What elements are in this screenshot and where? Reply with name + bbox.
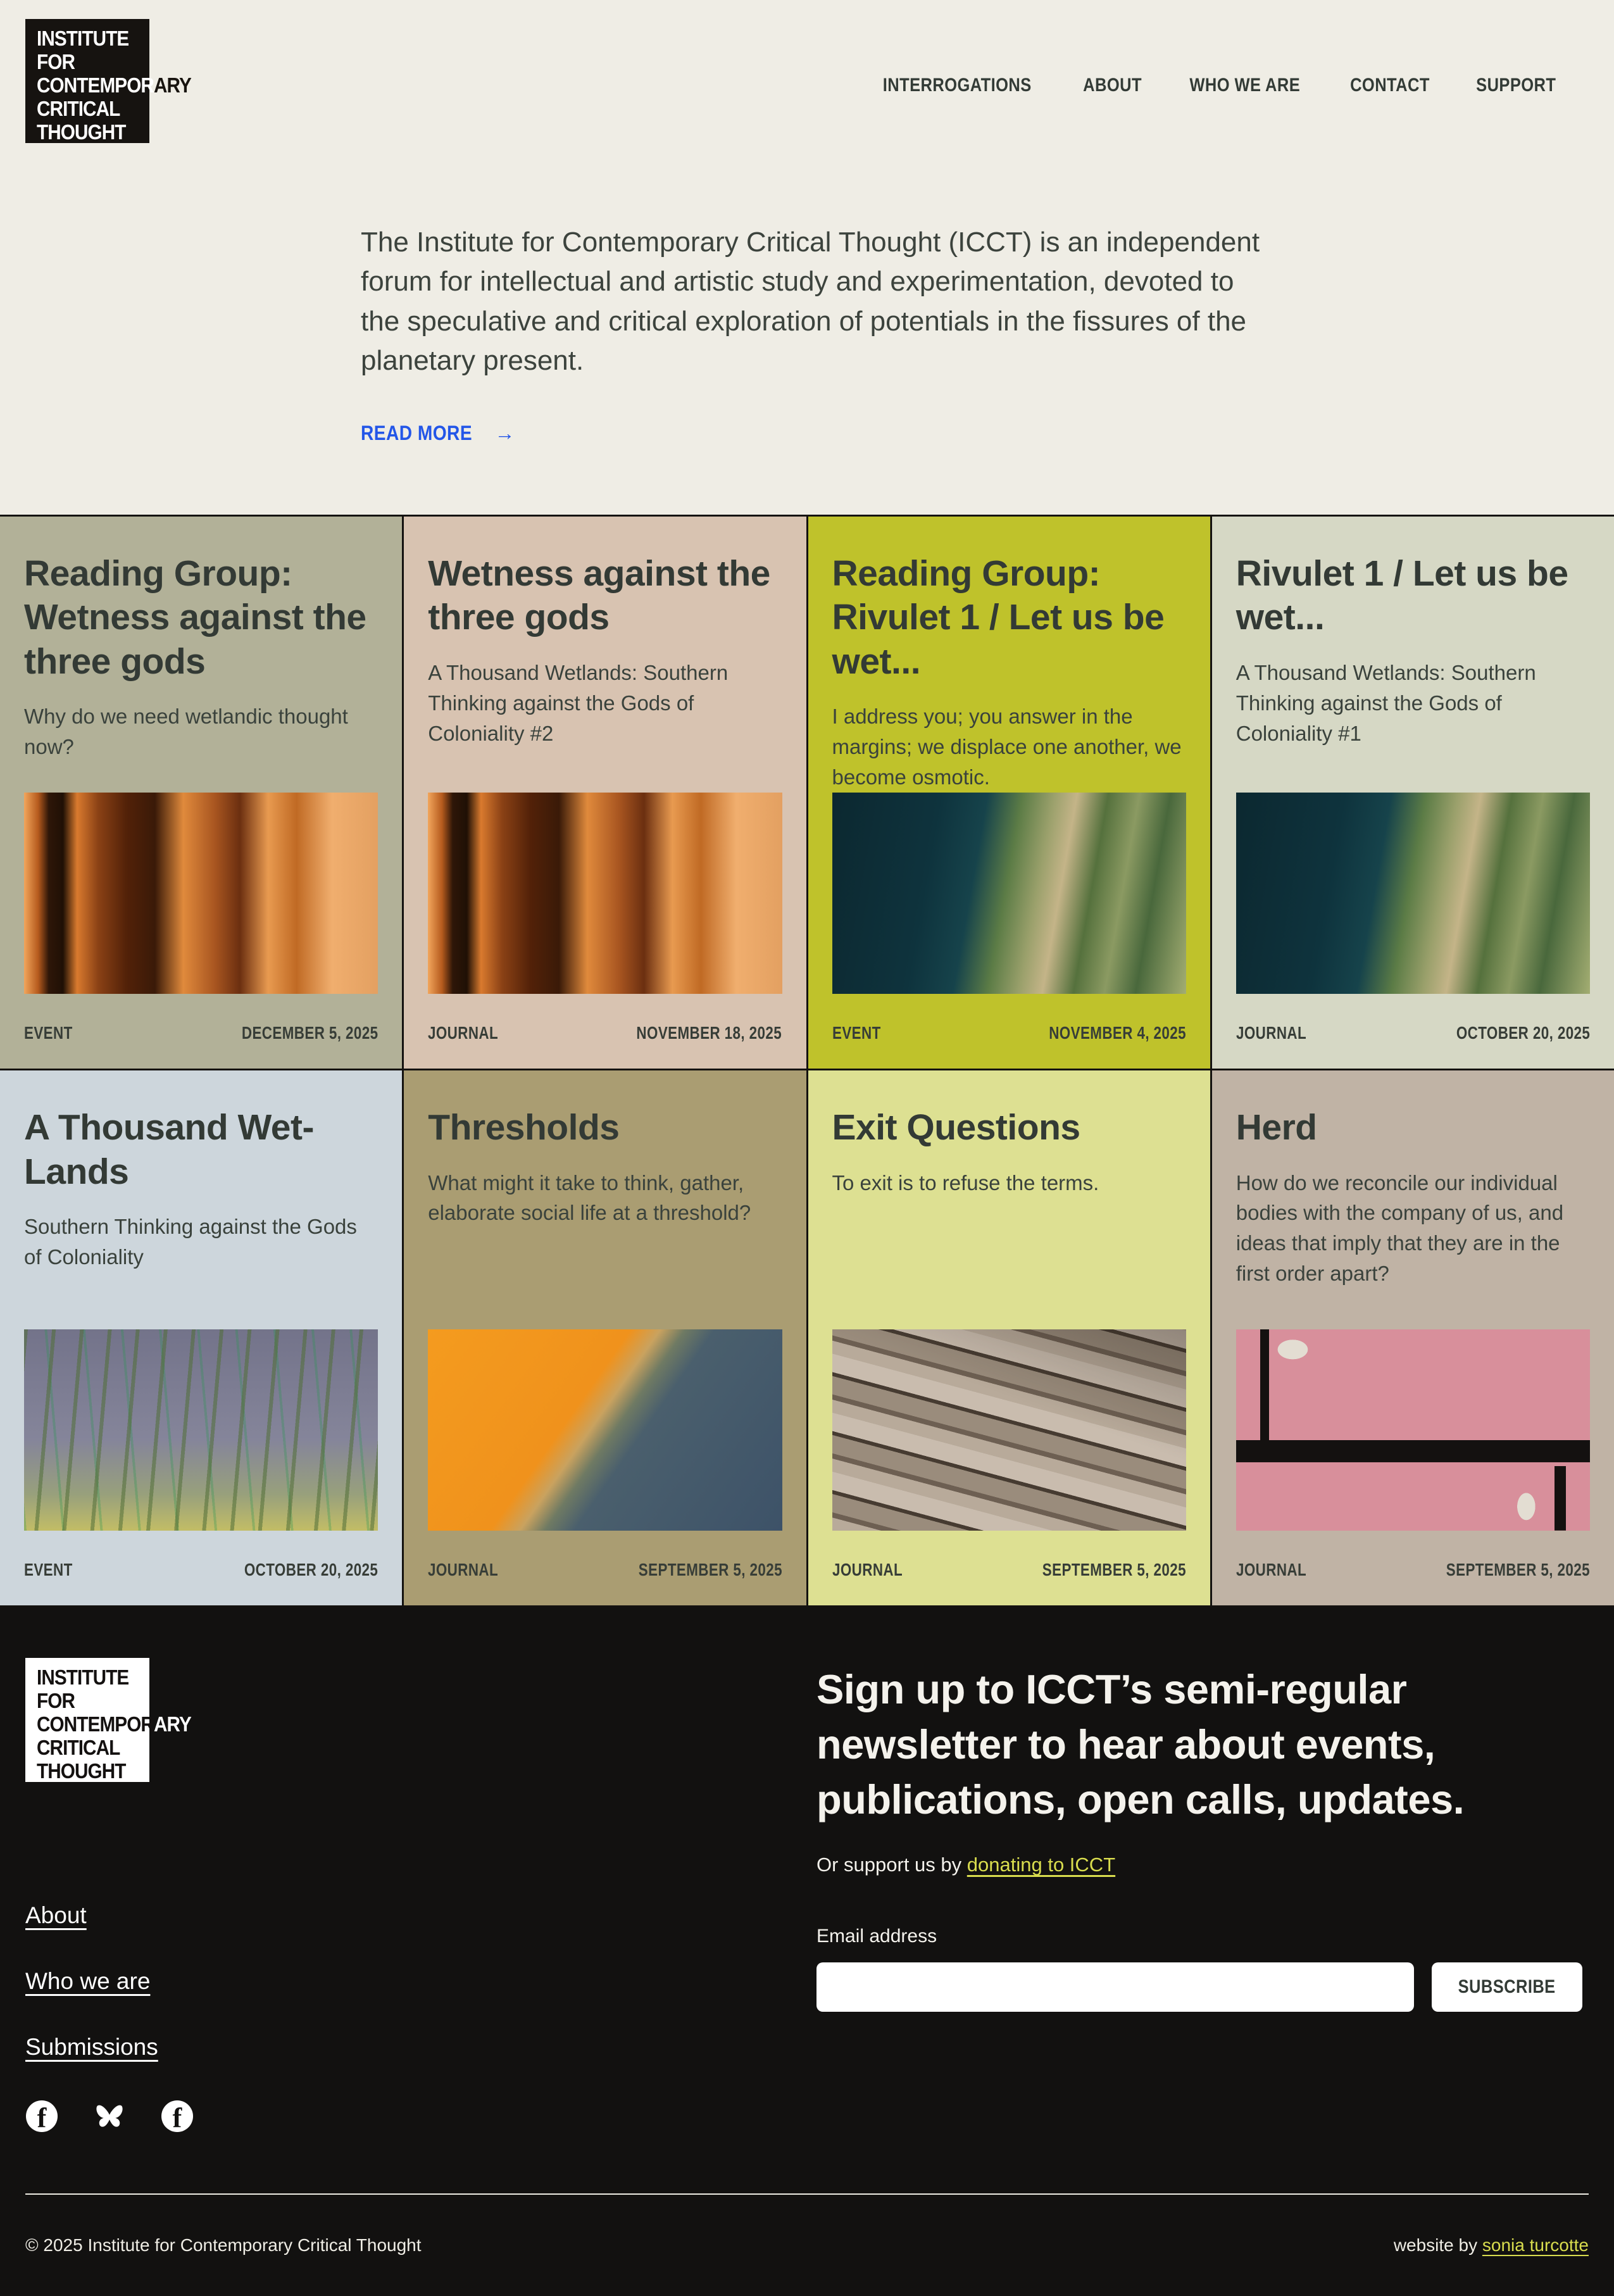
card-title: Thresholds bbox=[428, 1107, 620, 1148]
card-subtitle: I address you; you answer in the margins; we displace one another, we become osmotic. bbox=[832, 705, 1182, 789]
footer-link-who-we-are[interactable]: Who we are bbox=[25, 1968, 151, 1994]
card-exit-questions[interactable] bbox=[808, 1070, 1210, 1605]
card-image-wetland-satellite bbox=[832, 793, 1186, 994]
bluesky-icon[interactable] bbox=[93, 2100, 126, 2133]
nav-contact[interactable]: CONTACT bbox=[1349, 75, 1430, 96]
card-type-badge: JOURNAL bbox=[1236, 1023, 1306, 1043]
card-herd[interactable] bbox=[1212, 1070, 1614, 1605]
intro-section bbox=[0, 162, 1614, 515]
card-image-orange-folds bbox=[24, 793, 378, 994]
card-date: OCTOBER 20, 2025 bbox=[244, 1560, 378, 1579]
card-type-badge: JOURNAL bbox=[1236, 1560, 1306, 1579]
card-image-wetland-satellite bbox=[1236, 793, 1590, 994]
card-meta bbox=[428, 1560, 782, 1580]
logo-overflow: ARY bbox=[153, 73, 191, 97]
card-date: SEPTEMBER 5, 2025 bbox=[638, 1560, 782, 1579]
newsletter-heading: Sign up to ICCT’s semi-regular newsletter to hear about events, publications, open calls, updates. bbox=[816, 1666, 1465, 1823]
card-meta bbox=[1236, 1560, 1590, 1580]
card-meta bbox=[1236, 1023, 1590, 1043]
footer-link-submissions[interactable]: Submissions bbox=[25, 2034, 158, 2060]
card-subtitle: Why do we need wetlandic thought now? bbox=[24, 705, 348, 759]
card-thresholds[interactable] bbox=[404, 1070, 806, 1605]
bottom-bar bbox=[25, 2193, 1589, 2296]
logo-line: CONTEMPORARY bbox=[37, 73, 191, 97]
card-title: Exit Questions bbox=[832, 1107, 1080, 1148]
card-subtitle: A Thousand Wetlands: Southern Thinking against the Gods of Coloniality #1 bbox=[1236, 660, 1536, 745]
card-meta bbox=[24, 1560, 378, 1580]
social-links bbox=[25, 2100, 816, 2133]
site-header bbox=[0, 0, 1614, 162]
card-image-orange-folds bbox=[428, 793, 782, 994]
card-title: Wetness against the three gods bbox=[428, 553, 770, 638]
card-type-badge: EVENT bbox=[832, 1023, 881, 1043]
logo-line: FOR bbox=[37, 50, 75, 73]
site-credit: website by sonia turcotte bbox=[1393, 2235, 1589, 2255]
content-grid bbox=[0, 515, 1614, 1607]
card-meta bbox=[24, 1023, 378, 1043]
logo-line: THOUGHT bbox=[37, 1759, 126, 1783]
arrow-right-icon: → bbox=[494, 421, 515, 444]
card-date: SEPTEMBER 5, 2025 bbox=[1446, 1560, 1590, 1579]
nav-about[interactable]: ABOUT bbox=[1083, 75, 1142, 96]
card-image-pink-cracks bbox=[1236, 1329, 1590, 1531]
email-input[interactable] bbox=[816, 1962, 1414, 2012]
card-type-badge: EVENT bbox=[24, 1560, 73, 1579]
card-image-stone-wall bbox=[832, 1329, 1186, 1531]
footer-logo[interactable] bbox=[25, 1658, 191, 1783]
logo-line: CONTEMPORARY bbox=[37, 1712, 191, 1736]
card-title: A Thousand Wet-Lands bbox=[24, 1107, 314, 1192]
card-date: NOVEMBER 18, 2025 bbox=[636, 1023, 782, 1043]
site-footer bbox=[0, 1607, 1614, 2296]
card-title: Herd bbox=[1236, 1107, 1317, 1148]
support-line: Or support us by donating to ICCT bbox=[816, 1854, 1116, 1876]
logo-line: CRITICAL bbox=[37, 97, 120, 120]
card-date: DECEMBER 5, 2025 bbox=[241, 1023, 378, 1043]
nav-interrogations[interactable]: INTERROGATIONS bbox=[883, 75, 1032, 96]
card-title: Reading Group: Rivulet 1 / Let us be wet... bbox=[832, 553, 1165, 682]
card-subtitle: How do we reconcile our individual bodies with the company of us, and ideas that imply that they are in the first order apart? bbox=[1236, 1170, 1564, 1286]
read-more-link[interactable]: READ MORE → bbox=[361, 421, 515, 444]
card-meta bbox=[832, 1560, 1186, 1580]
subscribe-button[interactable]: SUBSCRIBE bbox=[1432, 1962, 1582, 2012]
card-title: Reading Group: Wetness against the three gods bbox=[24, 553, 366, 682]
card-rivulet-journal[interactable] bbox=[1212, 517, 1614, 1069]
logo-line: THOUGHT bbox=[37, 120, 126, 144]
logo-line: INSTITUTE bbox=[37, 27, 129, 50]
logo-line: INSTITUTE bbox=[37, 1666, 129, 1689]
email-label: Email address bbox=[816, 1926, 937, 1947]
card-type-badge: JOURNAL bbox=[832, 1560, 903, 1579]
nav-support[interactable]: SUPPORT bbox=[1476, 75, 1556, 96]
logo-overflow: ARY bbox=[153, 1712, 191, 1736]
footer-links bbox=[25, 1902, 816, 2061]
card-subtitle: A Thousand Wetlands: Southern Thinking against the Gods of Coloniality #2 bbox=[428, 660, 729, 745]
credit-link[interactable]: sonia turcotte bbox=[1482, 2235, 1589, 2255]
site-logo[interactable] bbox=[25, 19, 191, 144]
card-meta bbox=[428, 1023, 782, 1043]
card-type-badge: EVENT bbox=[24, 1023, 73, 1043]
card-image-delta-marble bbox=[24, 1329, 378, 1531]
card-subtitle: To exit is to refuse the terms. bbox=[832, 1170, 1099, 1195]
nav-who-we-are[interactable]: WHO WE ARE bbox=[1189, 75, 1301, 96]
card-date: SEPTEMBER 5, 2025 bbox=[1042, 1560, 1186, 1579]
facebook-icon[interactable]: f bbox=[25, 2100, 58, 2133]
card-type-badge: JOURNAL bbox=[428, 1560, 499, 1579]
card-title: Rivulet 1 / Let us be wet... bbox=[1236, 553, 1568, 638]
intro-text: The Institute for Contemporary Critical Thought (ICCT) is an independent forum for intellectual and artistic study and experimentation, devoted to the speculative and critical exploration of potentials in the fissures of the planetary present. bbox=[361, 227, 1260, 377]
card-type-badge: JOURNAL bbox=[428, 1023, 499, 1043]
copyright: © 2025 Institute for Contemporary Critical Thought bbox=[25, 2235, 422, 2255]
donate-link[interactable]: donating to ICCT bbox=[967, 1854, 1116, 1876]
card-date: OCTOBER 20, 2025 bbox=[1456, 1023, 1590, 1043]
card-image-orange-coast bbox=[428, 1329, 782, 1531]
card-subtitle: What might it take to think, gather, elaborate social life at a threshold? bbox=[428, 1170, 751, 1225]
card-reading-group-wetness[interactable] bbox=[0, 517, 402, 1069]
logo-line: CRITICAL bbox=[37, 1736, 120, 1759]
card-thousand-wetlands[interactable] bbox=[0, 1070, 402, 1605]
footer-link-about[interactable]: About bbox=[25, 1902, 87, 1928]
card-reading-group-rivulet[interactable] bbox=[808, 517, 1210, 1069]
card-wetness-journal[interactable] bbox=[404, 517, 806, 1069]
main-nav bbox=[870, 19, 1563, 96]
facebook-icon[interactable]: f bbox=[161, 2100, 194, 2133]
card-subtitle: Southern Thinking against the Gods of Coloniality bbox=[24, 1215, 357, 1269]
card-meta bbox=[832, 1023, 1186, 1043]
card-date: NOVEMBER 4, 2025 bbox=[1048, 1023, 1186, 1043]
logo-line: FOR bbox=[37, 1689, 75, 1712]
